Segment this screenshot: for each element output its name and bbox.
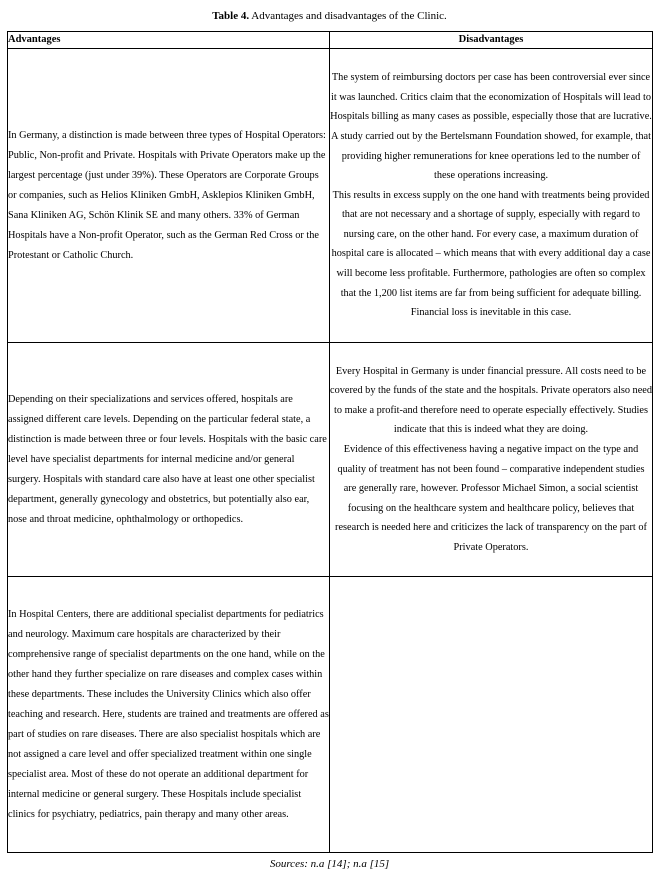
disadvantage-paragraph: This results in excess supply on the one hand with treatments being provided that are not necessary and a shortage of supply, especially with regard to nursing care, on the other hand. For every case, a maximum duration of hospital care is allocated – which means that with every additional day a case will become less profitable. Furthermore, pathologies are often so complex that the 1,200 list items are far from being sufficient for adequate billing. Financial loss is inevitable in this case.	[331, 189, 651, 319]
table-header-row	[8, 32, 653, 49]
table-caption-label: Table 4.	[212, 10, 250, 22]
advantage-cell: In Hospital Centers, there are additional specialist departments for pediatrics and neurology. Maximum care hospitals are characterized by their comprehensive range of specialist departments on the one hand, while on the other hand they further specialize on rare diseases and complex cases within these departments. These includes the University Clinics which also offer teaching and research. Here, students are trained and treatments are offered as part of studies on rare diseases. There are also specialist hospitals which are not assigned a care level and offer specialized treatment within one single specialist area. Most of these do not operate an additional department for internal medicine or general surgery. These Hospitals include specialist clinics for psychiatry, pediatrics, pain therapy and many other areas.	[8, 577, 330, 853]
table-row	[8, 49, 653, 343]
advantage-cell: In Germany, a distinction is made between three types of Hospital Operators: Public, Non-profit and Private. Hospitals with Private Operators make up the largest percentage (just under 39%). These Operators are Corporate Groups or companies, such as Helios Kliniken GmbH, Asklepios Kliniken GmbH, Sana Kliniken AG, Schön Klinik SE and many others. 33% of German Hospitals have a Non-profit Operator, such as the German Red Cross or the Protestant or Catholic Church.	[8, 49, 330, 343]
table-row	[8, 577, 653, 853]
table-sources: Sources: n.a [14]; n.a [15]	[269, 858, 390, 870]
table-row	[8, 343, 653, 577]
advantages-disadvantages-table	[7, 31, 653, 853]
advantage-cell: Depending on their specializations and services offered, hospitals are assigned different care levels. Depending on the particular federal state, a distinction is made between three or four levels. Hospitals with the basic care level have specialist departments for internal medicine and/or general surgery. Hospitals with standard care also have at least one other specialist department, generally gynecology and obstetrics, but potentially also ear, nose and throat medicine, ophthalmology or orthopedics.	[8, 343, 330, 577]
disadvantage-cell	[330, 343, 653, 577]
disadvantage-cell	[330, 49, 653, 343]
table-caption-text: Advantages and disadvantages of the Clinic.	[249, 10, 447, 22]
disadvantage-paragraph: Every Hospital in Germany is under financial pressure. All costs need to be covered by the funds of the state and the hospitals. Private operators also need to make a profit-and therefore need to operate especially effectively. Studies indicate that this is indeed what they are doing.	[330, 365, 652, 436]
header-advantages: Advantages	[8, 32, 330, 49]
disadvantage-paragraph: Evidence of this effectiveness having a negative impact on the type and quality of treatment has not been found – comparative independent studies are generally rare, however. Professor Michael Simon, a social scientist focusing on the healthcare system and healthcare policy, believes that research is needed here and criticizes the lack of transparency on the part of Private Operators.	[335, 443, 647, 553]
table-caption	[0, 9, 659, 23]
disadvantage-cell-empty	[330, 577, 653, 853]
disadvantage-paragraph: The system of reimbursing doctors per case has been controversial ever since it was launched. Critics claim that the economization of Hospitals will lead to Hospitals billing as many cases as possible, especially those that are lucrative. A study carried out by the Bertelsmann Foundation showed, for example, that providing higher remunerations for knee operations led to the number of these operations increasing.	[330, 72, 652, 182]
header-disadvantages: Disadvantages	[330, 32, 653, 49]
